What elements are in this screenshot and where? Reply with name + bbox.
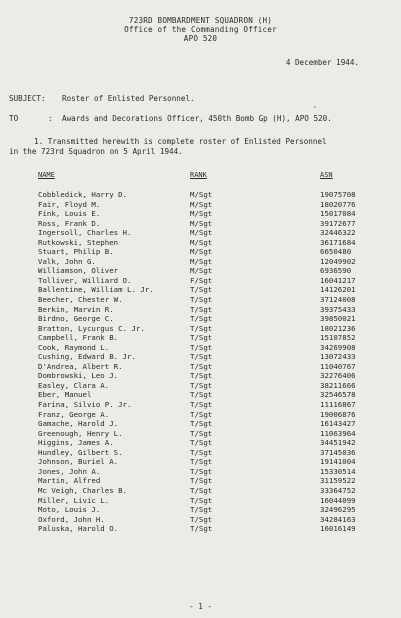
roster-row: [0, 410, 401, 420]
roster-name: Cushing, Edward B. Jr.: [38, 352, 136, 362]
roster-asn: 19006876: [320, 409, 356, 419]
roster-name: Stuart, Philip B.: [38, 247, 114, 257]
roster-name: Martin, Alfred: [38, 476, 101, 486]
column-header-name: NAME: [38, 171, 55, 179]
column-header-asn: ASN: [320, 171, 333, 179]
roster-name: Cobbledick, Harry D.: [38, 190, 127, 199]
roster-row: [0, 314, 401, 324]
roster-asn: 18020776: [320, 199, 356, 209]
roster-asn: 37145036: [320, 447, 356, 457]
to-label: TO: [9, 114, 19, 123]
roster-name: Williamson, Oliver: [38, 266, 119, 276]
roster-name: Ross, Frank D.: [38, 218, 101, 228]
roster-asn: 39375433: [320, 304, 356, 314]
roster-name: Paluska, Harold O.: [38, 524, 119, 534]
roster-rank: T/Sgt: [190, 371, 213, 381]
roster-rank: M/Sgt: [190, 199, 213, 209]
roster-rank: T/Sgt: [190, 342, 213, 352]
roster-row: [0, 257, 401, 267]
roster-name: Gamache, Harold J.: [38, 419, 119, 429]
roster-row: [0, 390, 401, 400]
roster-name: Fink, Louis E.: [38, 209, 101, 219]
stray-mark: ,: [313, 101, 318, 109]
roster-name: Greenough, Henry L.: [38, 428, 123, 438]
roster-rank: M/Sgt: [190, 218, 213, 228]
roster-rank: T/Sgt: [190, 485, 213, 495]
roster-row: [0, 419, 401, 429]
roster-row: [0, 219, 401, 229]
roster-rank: T/Sgt: [190, 352, 213, 362]
roster-row: [0, 438, 401, 448]
roster-rank: M/Sgt: [190, 256, 213, 266]
roster-row: [0, 467, 401, 477]
roster-rank: T/Sgt: [190, 428, 213, 438]
roster-name: Campbell, Frank B.: [38, 333, 119, 343]
roster-name: Eber, Manuel: [38, 390, 92, 400]
roster-asn: 39172677: [320, 218, 356, 228]
roster-asn: 18021236: [320, 323, 356, 333]
roster-asn: 16044099: [320, 495, 356, 505]
roster-asn: 34269908: [320, 342, 356, 352]
roster-rank: M/Sgt: [190, 266, 213, 276]
roster-name: Bratton, Lycurgus C. Jr.: [38, 323, 145, 333]
roster-row: [0, 505, 401, 515]
roster-rank: T/Sgt: [190, 447, 213, 457]
page-number: - 1 -: [189, 602, 212, 611]
roster-rank: T/Sgt: [190, 524, 213, 534]
body-line-2: in the 723rd Squadron on 5 April 1944.: [9, 147, 183, 156]
roster-rank: T/Sgt: [190, 295, 213, 305]
roster-row: [0, 209, 401, 219]
roster-rank: T/Sgt: [190, 361, 213, 371]
roster-asn: 11116867: [320, 400, 356, 410]
roster-row: [0, 324, 401, 334]
roster-name: Ballentine, William L. Jr.: [38, 285, 154, 295]
roster-asn: 34451942: [320, 438, 356, 448]
roster-name: Berkin, Marvin R.: [38, 304, 114, 314]
roster-name: Oxford, John H.: [38, 514, 105, 524]
roster-rank: T/Sgt: [190, 495, 213, 505]
unit-heading: 723RD BOMBARDMENT SQUADRON (H): [128, 16, 273, 25]
roster-row: [0, 496, 401, 506]
roster-table: [0, 190, 401, 534]
roster-name: Valk, John G.: [38, 256, 96, 266]
roster-asn: 16041217: [320, 275, 356, 285]
roster-name: Farina, Silvio P. Jr.: [38, 400, 132, 410]
roster-name: Hundley, Gilbert S.: [38, 447, 123, 457]
roster-name: D'Andrea, Albert R.: [38, 361, 123, 371]
roster-row: [0, 305, 401, 315]
roster-name: Ingersoll, Charles H.: [38, 228, 132, 238]
column-header-rank: RANK: [190, 171, 207, 179]
roster-name: Johnson, Buriel A.: [38, 457, 119, 467]
roster-name: Moto, Louis J.: [38, 505, 101, 515]
roster-rank: T/Sgt: [190, 390, 213, 400]
roster-asn: 32276406: [320, 371, 356, 381]
document-date: 4 December 1944.: [285, 58, 359, 67]
roster-name: Beecher, Chester W.: [38, 295, 123, 305]
roster-asn: 32496295: [320, 505, 356, 515]
roster-rank: T/Sgt: [190, 466, 213, 476]
roster-rank: T/Sgt: [190, 333, 213, 343]
roster-row: [0, 333, 401, 343]
roster-asn: 19141004: [320, 457, 356, 467]
roster-name: Birdno, George C.: [38, 314, 114, 324]
roster-rank: T/Sgt: [190, 409, 213, 419]
roster-asn: 11040767: [320, 361, 356, 371]
roster-row: [0, 371, 401, 381]
roster-asn: 12049902: [320, 256, 356, 266]
roster-row: [0, 476, 401, 486]
roster-asn: 16016149: [320, 524, 356, 534]
roster-row: [0, 515, 401, 525]
roster-rank: M/Sgt: [190, 190, 213, 199]
roster-asn: 31159522: [320, 476, 356, 486]
roster-rank: T/Sgt: [190, 476, 213, 486]
roster-asn: 14126201: [320, 285, 356, 295]
roster-name: Higgins, James A.: [38, 438, 114, 448]
roster-asn: 15017084: [320, 209, 356, 219]
roster-asn: 32546578: [320, 390, 356, 400]
roster-asn: 34284163: [320, 514, 356, 524]
roster-row: [0, 352, 401, 362]
roster-asn: 13072433: [320, 352, 356, 362]
roster-rank: T/Sgt: [190, 304, 213, 314]
roster-rank: M/Sgt: [190, 247, 213, 257]
roster-asn: 39850021: [320, 314, 356, 324]
roster-row: [0, 190, 401, 200]
roster-asn: 38211666: [320, 380, 356, 390]
roster-row: [0, 381, 401, 391]
roster-name: Cook, Raymond L.: [38, 342, 110, 352]
roster-name: Miller, Livic L.: [38, 495, 110, 505]
roster-name: Tolliver, Williard O.: [38, 275, 132, 285]
roster-name: Easley, Clara A.: [38, 380, 110, 390]
roster-row: [0, 247, 401, 257]
roster-rank: M/Sgt: [190, 228, 213, 238]
roster-row: [0, 362, 401, 372]
roster-row: [0, 457, 401, 467]
roster-row: [0, 429, 401, 439]
roster-asn: 37124008: [320, 295, 356, 305]
roster-name: Rutkowski, Stephen: [38, 237, 119, 247]
roster-row: [0, 285, 401, 295]
roster-asn: 6936590: [320, 266, 352, 276]
roster-name: Fair, Floyd M.: [38, 199, 101, 209]
to-text: Awards and Decorations Officer, 450th Bomb Gp (H), APO 520.: [62, 114, 332, 123]
roster-row: [0, 524, 401, 534]
roster-row: [0, 276, 401, 286]
roster-rank: M/Sgt: [190, 237, 213, 247]
roster-asn: 15107852: [320, 333, 356, 343]
roster-row: [0, 200, 401, 210]
office-heading: Office of the Commanding Officer: [124, 25, 277, 34]
roster-name: Mc Veigh, Charles B.: [38, 485, 127, 495]
roster-row: [0, 400, 401, 410]
roster-row: [0, 295, 401, 305]
roster-row: [0, 238, 401, 248]
roster-rank: T/Sgt: [190, 514, 213, 524]
subject-label: SUBJECT:: [9, 94, 46, 103]
roster-rank: T/Sgt: [190, 323, 213, 333]
roster-rank: M/Sgt: [190, 209, 213, 219]
roster-row: [0, 486, 401, 496]
roster-rank: T/Sgt: [190, 400, 213, 410]
roster-rank: T/Sgt: [190, 505, 213, 515]
subject-text: Roster of Enlisted Personnel.: [62, 94, 195, 103]
roster-row: [0, 448, 401, 458]
roster-asn: 11063964: [320, 428, 356, 438]
roster-asn: 16143427: [320, 419, 356, 429]
roster-asn: 6650480: [320, 247, 352, 257]
roster-rank: T/Sgt: [190, 457, 213, 467]
roster-rank: T/Sgt: [190, 380, 213, 390]
roster-asn: 33364752: [320, 485, 356, 495]
roster-rank: T/Sgt: [190, 314, 213, 324]
roster-rank: T/Sgt: [190, 285, 213, 295]
body-line-1: 1. Transmitted herewith is complete roster of Enlisted Personnel: [34, 137, 327, 146]
roster-row: [0, 228, 401, 238]
roster-name: Jones, John A.: [38, 466, 101, 476]
roster-asn: 32446322: [320, 228, 356, 238]
roster-rank: T/Sgt: [190, 419, 213, 429]
apo-heading: APO 520: [183, 34, 218, 43]
roster-name: Franz, George A.: [38, 409, 110, 419]
roster-asn: 15330514: [320, 466, 356, 476]
roster-asn: 19075708: [320, 190, 356, 199]
roster-asn: 36171684: [320, 237, 356, 247]
roster-row: [0, 343, 401, 353]
roster-rank: T/Sgt: [190, 438, 213, 448]
roster-row: [0, 266, 401, 276]
roster-name: Dombrowski, Leo J.: [38, 371, 119, 381]
roster-rank: F/Sgt: [190, 275, 213, 285]
to-colon: :: [48, 114, 53, 123]
